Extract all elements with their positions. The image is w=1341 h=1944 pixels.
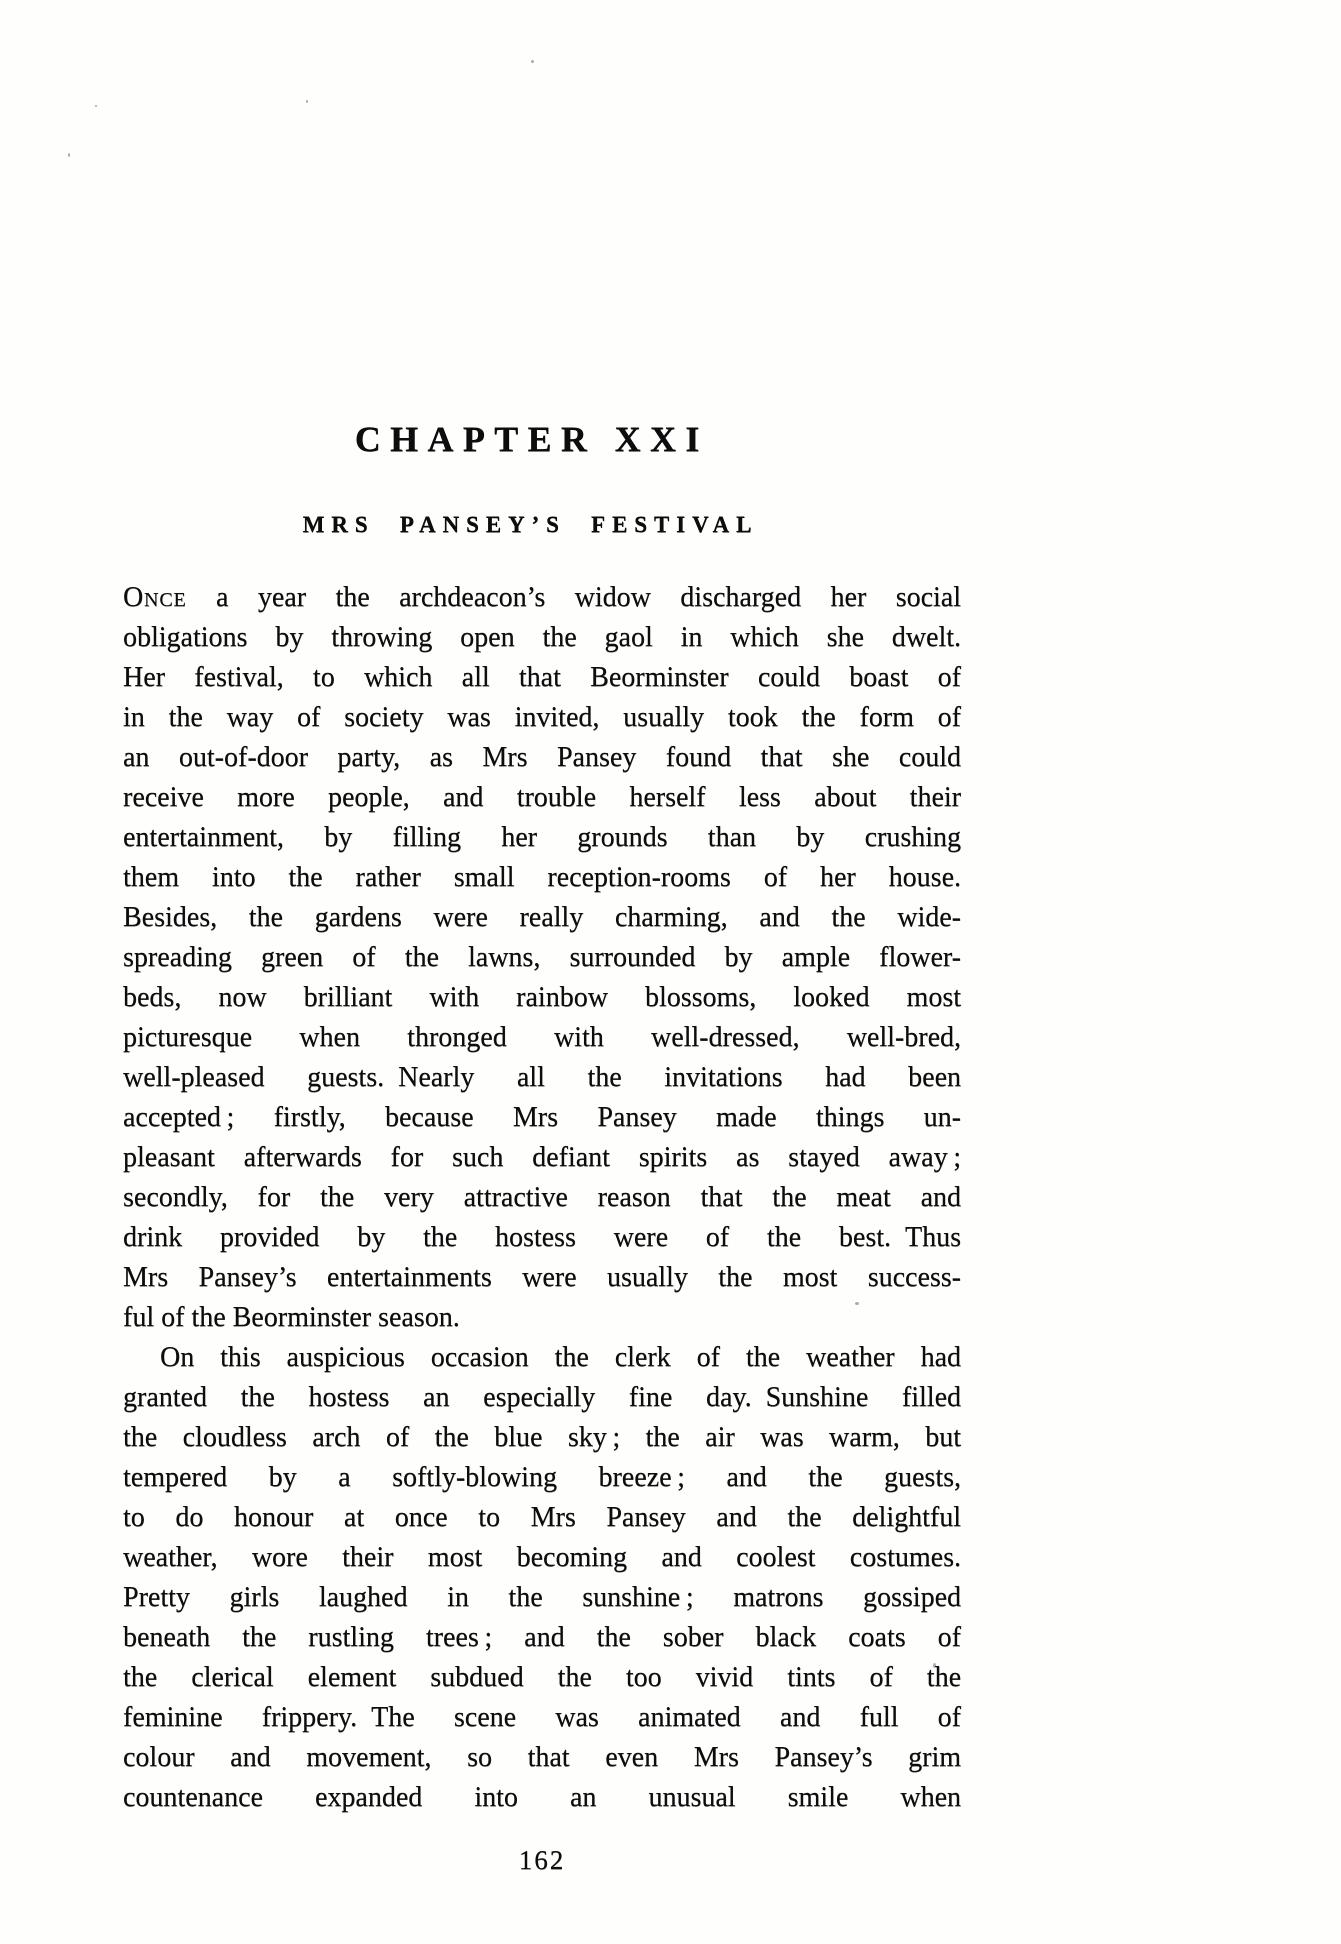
chapter-heading: CHAPTER XXI (354, 419, 709, 459)
text-line: beds, now brilliant with rainbow blossoms, looked most (123, 982, 961, 1013)
scan-speck (95, 105, 97, 107)
text-line: Her festival, to which all that Beorminster could boast of (123, 662, 961, 693)
scan-speck (68, 153, 70, 157)
section-title: MRS PANSEY’S FESTIVAL (302, 512, 759, 537)
text-line: well-pleased guests. Nearly all the invitations had been (123, 1062, 961, 1093)
text-line: Pretty girls laughed in the sunshine ; matrons gossiped (123, 1582, 961, 1613)
text-line: receive more people, and trouble herself less about their (123, 782, 961, 813)
lead-word: Once (123, 582, 187, 613)
text-line: granted the hostess an especially fine day. Sunshine filled (123, 1382, 961, 1413)
text-line: colour and movement, so that even Mrs Pansey’s grim (123, 1742, 961, 1773)
text-line: picturesque when thronged with well-dressed, well-bred, (123, 1022, 961, 1053)
text-line: weather, wore their most becoming and coolest costumes. (123, 1542, 961, 1573)
text-line: pleasant afterwards for such defiant spirits as stayed away ; (123, 1142, 961, 1173)
text-line: them into the rather small reception-rooms of her house. (123, 862, 961, 893)
text-line: spreading green of the lawns, surrounded by ample flower- (123, 942, 961, 973)
text-line: Once a year the archdeacon’s widow discharged her social (123, 582, 961, 613)
text-line: Besides, the gardens were really charming, and the wide- (123, 902, 961, 933)
page-number: 162 (518, 1845, 566, 1875)
text-line: an out-of-door party, as Mrs Pansey found that she could (123, 742, 961, 773)
text-line: the cloudless arch of the blue sky ; the air was warm, but (123, 1422, 961, 1453)
text-line: drink provided by the hostess were of the best. Thus (123, 1222, 961, 1253)
text-line: countenance expanded into an unusual smile when (123, 1782, 961, 1813)
text-line: tempered by a softly-blowing breeze ; and the guests, (123, 1462, 961, 1493)
text-line: Mrs Pansey’s entertainments were usually the most success- (123, 1262, 961, 1293)
text-line: secondly, for the very attractive reason that the meat and (123, 1182, 961, 1213)
text-line: to do honour at once to Mrs Pansey and the delightful (123, 1502, 961, 1533)
text-line: On this auspicious occasion the clerk of the weather had (160, 1342, 961, 1373)
text-line: beneath the rustling trees ; and the sober black coats of (123, 1622, 961, 1653)
scan-speck (531, 60, 534, 63)
text-line: entertainment, by filling her grounds than by crushing (123, 822, 961, 853)
text-line: obligations by throwing open the gaol in which she dwelt. (123, 622, 961, 653)
text-line: the clerical element subdued the too vivid tints of the (123, 1662, 961, 1693)
text-line: accepted ; firstly, because Mrs Pansey made things un- (123, 1102, 961, 1133)
scan-speck (306, 100, 308, 103)
text-line: in the way of society was invited, usually took the form of (123, 702, 961, 733)
text-line: ful of the Beorminster season. (123, 1302, 460, 1333)
body-text (123, 578, 961, 1818)
text-line: feminine frippery. The scene was animated and full of (123, 1702, 961, 1733)
